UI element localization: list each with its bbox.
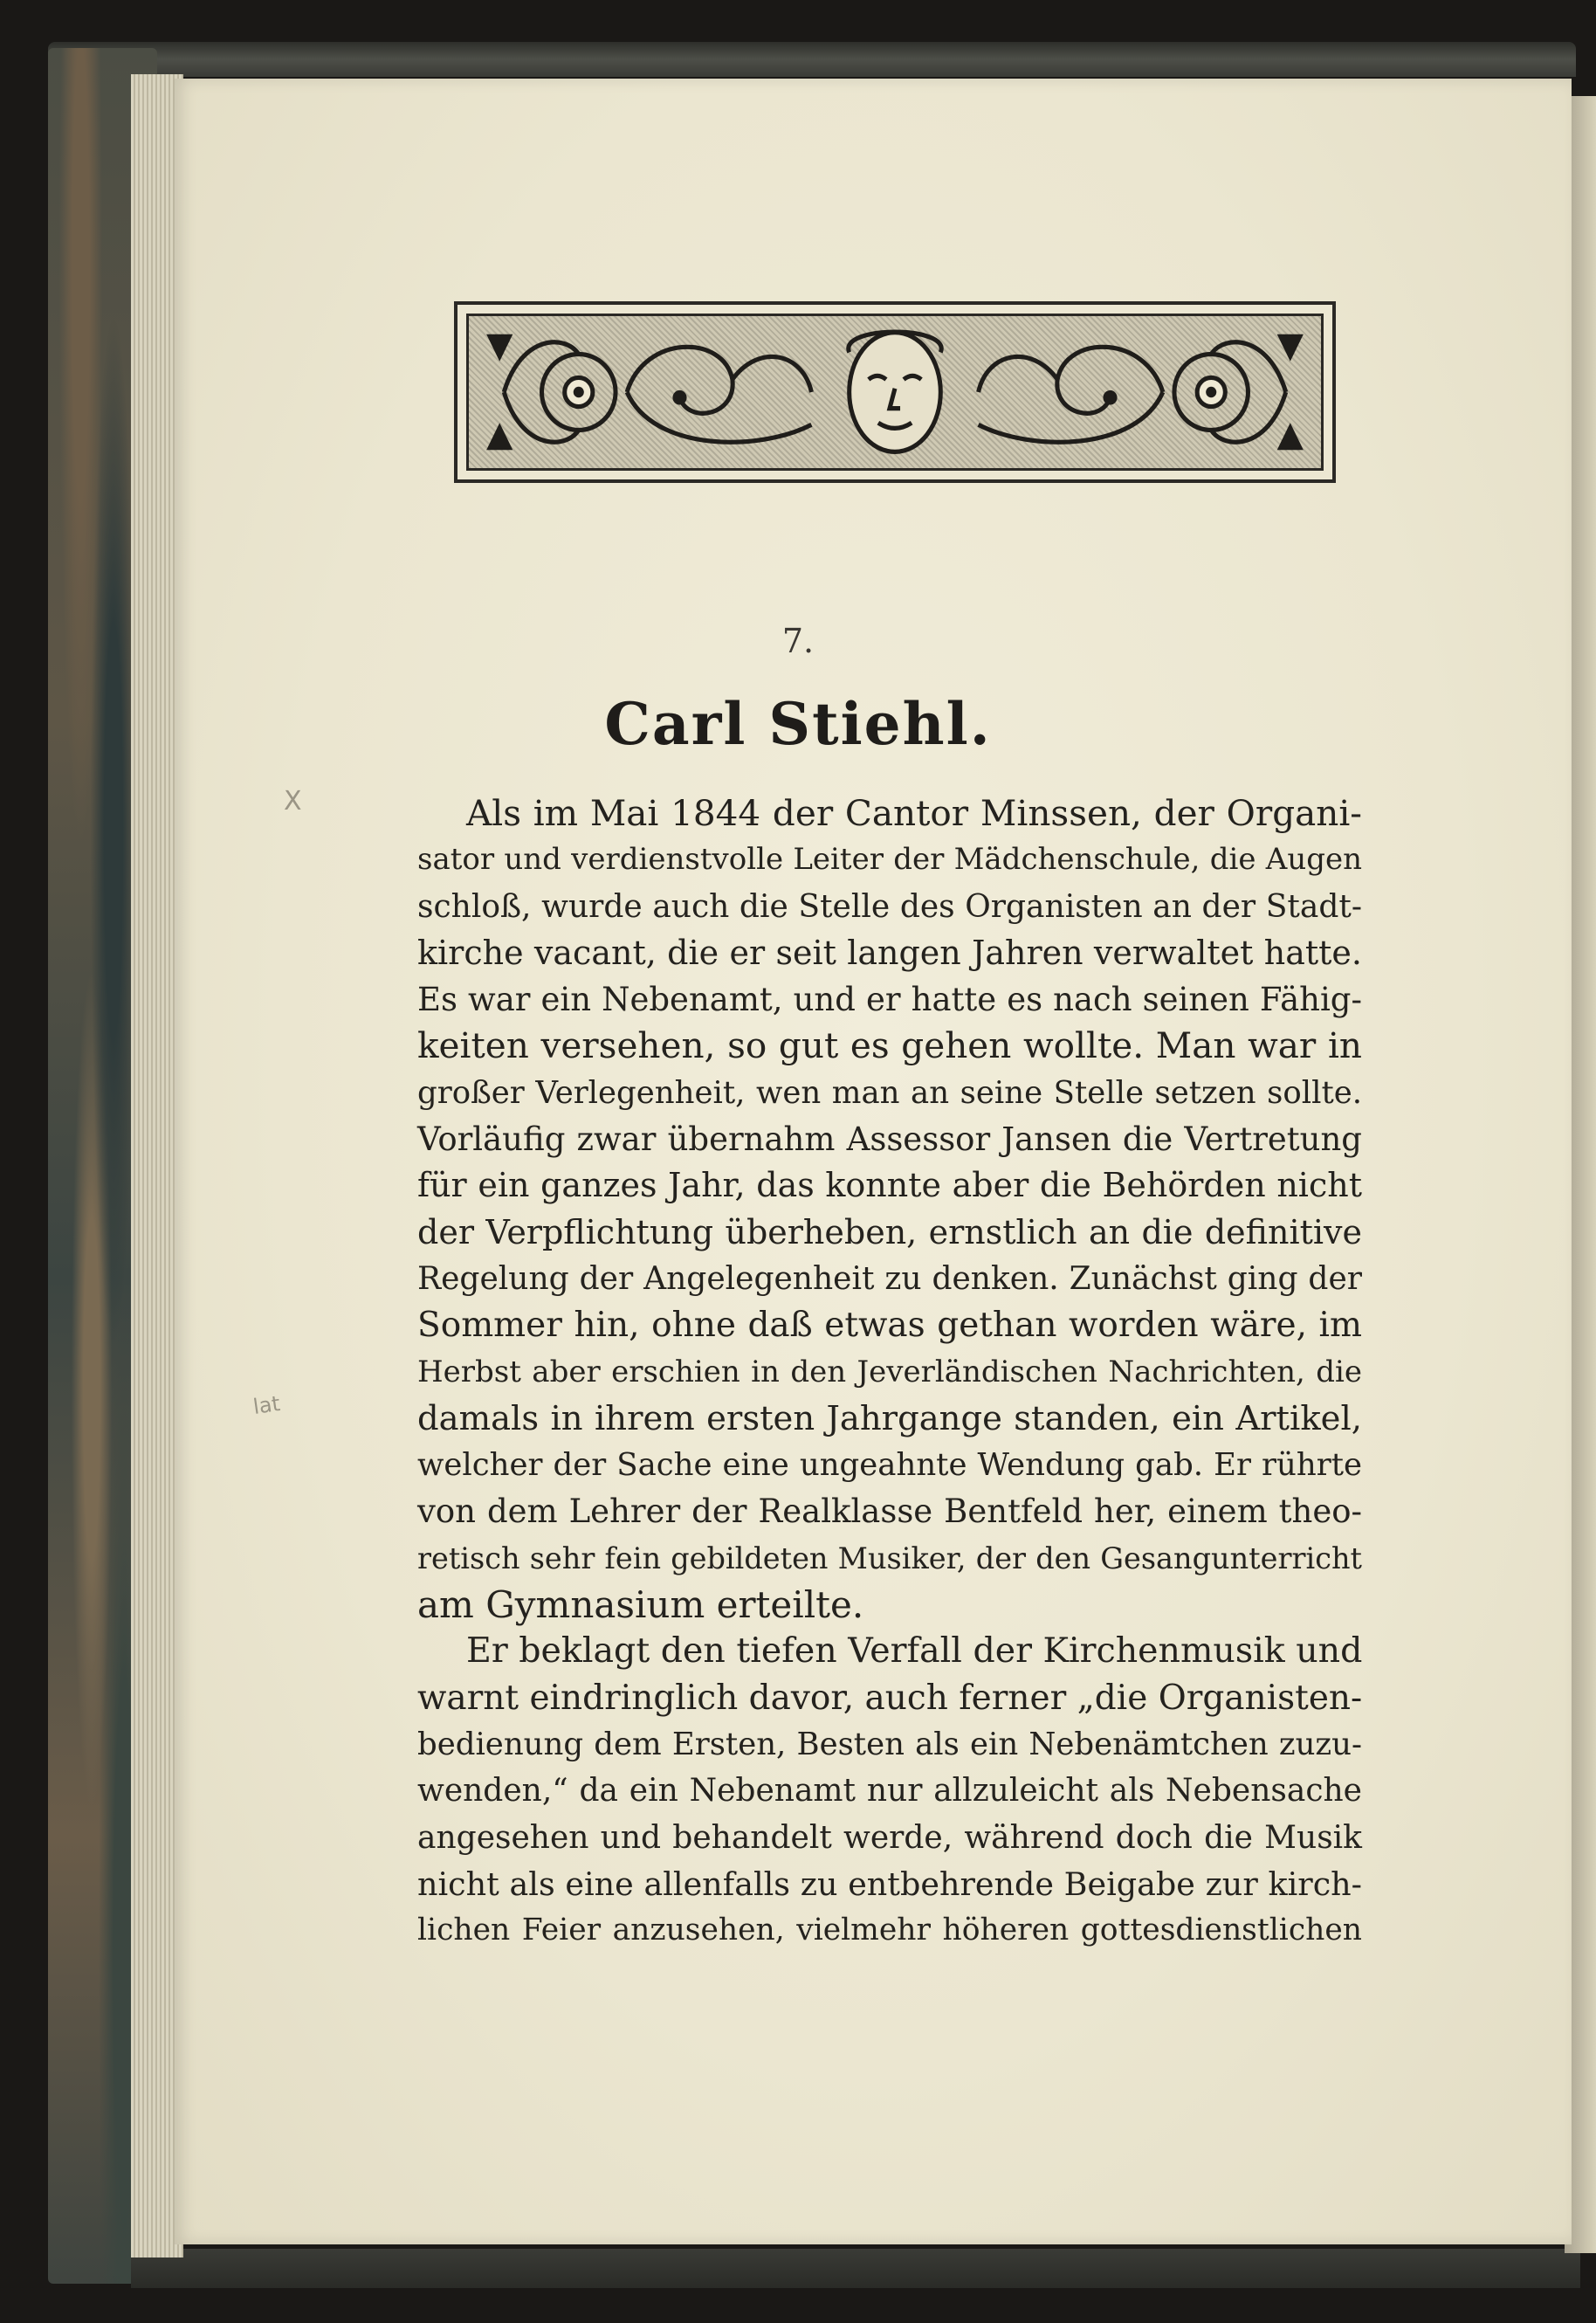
text-line: Er beklagt den tiefen Verfall der Kirchenmusik und	[466, 1630, 1363, 1672]
chapter-number: 7.	[781, 622, 815, 660]
margin-note-x: X	[284, 786, 302, 817]
text-line: Es war ein Nebenamt, und er hatte es nach seinen Fähig-	[417, 981, 1362, 1019]
floral-ornament-graphic	[469, 316, 1321, 468]
text-line: bedienung dem Ersten, Besten als ein Nebenämtchen zuzu-	[417, 1726, 1362, 1762]
text-line: kirche vacant, die er seit langen Jahren verwaltet hatte.	[417, 933, 1362, 972]
paragraph-2	[417, 1628, 1362, 1954]
text-line: Herbst aber erschien in den Jeverländischen Nachrichten, die	[417, 1354, 1362, 1389]
text-line: von dem Lehrer der Realklasse Bentfeld her, einem theo-	[417, 1492, 1362, 1531]
margin-note-pencil: lat	[251, 1390, 282, 1420]
chapter-title: Carl Stiehl.	[604, 690, 992, 758]
headpiece-ornament-panel	[466, 314, 1324, 471]
ornamental-headpiece	[454, 301, 1336, 483]
text-line: sator und verdienstvolle Leiter der Mädchenschule, die Augen	[417, 842, 1362, 878]
text-line: damals in ihrem ersten Jahrgange standen, ein Artikel,	[417, 1398, 1362, 1438]
text-line: keiten versehen, so gut es gehen wollte. Man war in	[417, 1024, 1362, 1067]
text-line: Vorläufig zwar übernahm Assessor Jansen die Vertretung	[417, 1120, 1362, 1159]
text-line: schloß, wurde auch die Stelle des Organisten an der Stadt-	[417, 888, 1362, 925]
text-line: großer Verlegenheit, wen man an seine Stelle setzen sollte.	[417, 1074, 1362, 1111]
text-line: für ein ganzes Jahr, das konnte aber die Behörden nicht	[417, 1166, 1362, 1205]
text-line: wenden,“ da ein Nebenamt nur allzuleicht als Nebensache	[417, 1773, 1362, 1809]
text-line: am Gymnasium erteilte.	[417, 1583, 864, 1627]
text-line: Sommer hin, ohne daß etwas gethan worden wäre, im	[417, 1306, 1362, 1346]
text-line: warnt eindringlich davor, auch ferner „die Organisten-	[417, 1678, 1363, 1718]
book-cover-top-edge	[48, 42, 1576, 77]
text-line: welcher der Sache eine ungeahnte Wendung gab. Er rührte	[417, 1447, 1362, 1484]
text-line: retisch sehr fein gebildeten Musiker, der den Gesangunterricht	[417, 1541, 1362, 1575]
text-line: nicht als eine allenfalls zu entbehrende Beigabe zur kirch-	[417, 1865, 1362, 1903]
text-line: Regelung der Angelegenheit zu denken. Zunächst ging der	[417, 1260, 1362, 1297]
text-line: angesehen und behandelt werde, während doch die Musik	[417, 1819, 1362, 1856]
chapter-body-text	[417, 790, 1362, 1954]
book-cover-bottom-edge	[131, 2249, 1580, 2288]
paragraph-1	[417, 790, 1362, 1628]
text-line: lichen Feier anzusehen, vielmehr höheren gottesdienstlichen	[417, 1913, 1362, 1948]
text-line: der Verpflichtung überheben, ernstlich an die definitive	[417, 1212, 1362, 1251]
text-line: Als im Mai 1844 der Cantor Minssen, der Organi-	[466, 792, 1362, 834]
